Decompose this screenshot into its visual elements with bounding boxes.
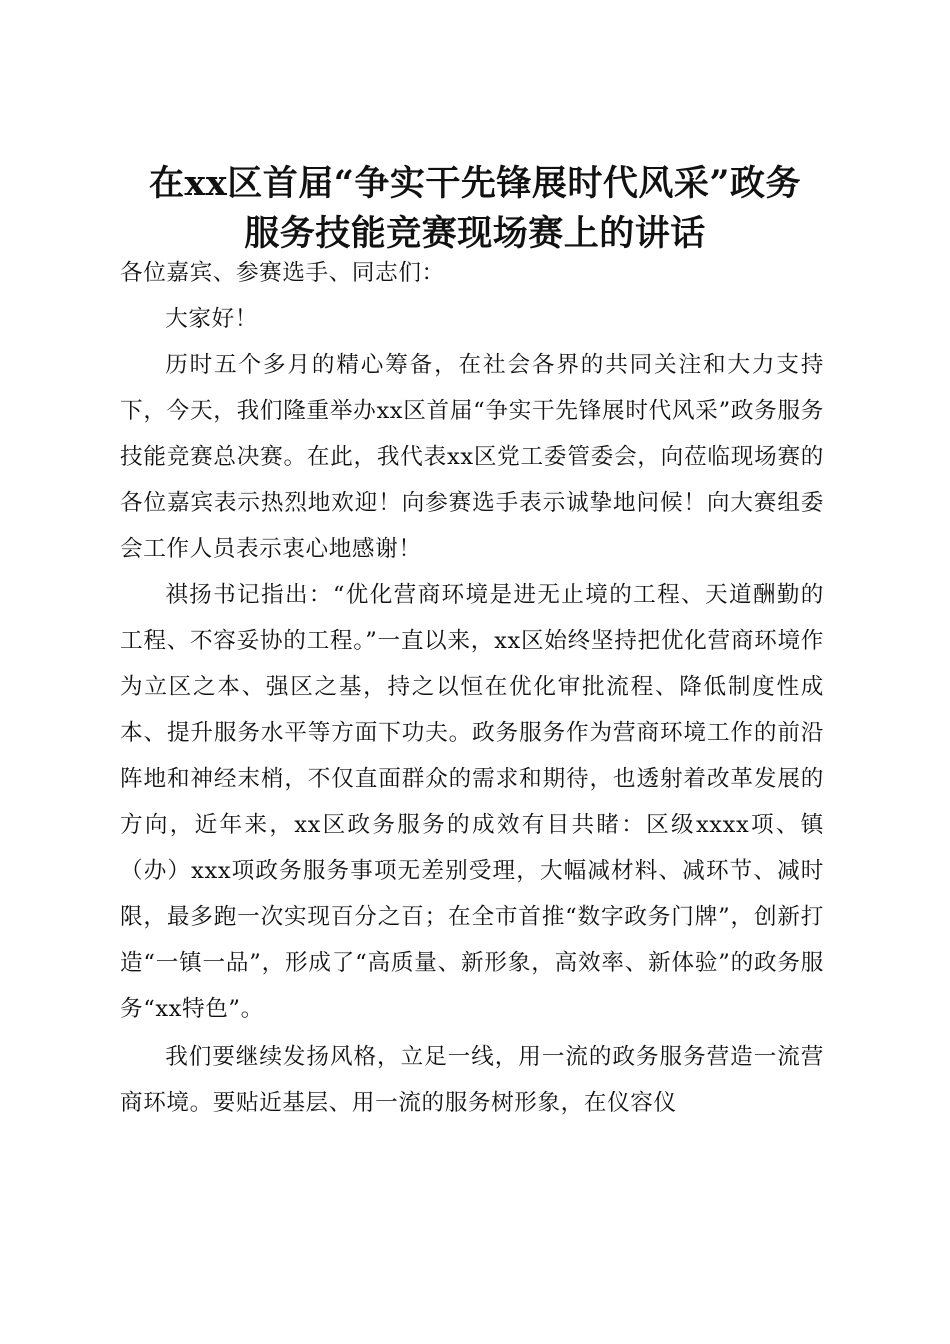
salutation: 各位嘉宾、参赛选手、同志们： xyxy=(120,260,445,286)
title-line-1: 在xx区首届“争实干先锋展时代风采”政务 xyxy=(149,163,801,205)
paragraph-2: 祺扬书记指出：“优化营商环境是进无止境的工程、天道酬勤的工程、不容妥协的工程。”一直以来，xx区始终坚持把优化营商环境作为立区之本、强区之基，持之以恒在优化审批流程、降低制度性成本、提升服务水平等方面下功夫。政务服务作为营商环境工作的前沿阵地和神经末梢，不仅直面群众的需求和期待，也透射着改革发展的方向，近年来，xx区政务服务的成效有目共睹：区级xxxx项、镇（办）xxx项政务服务事项无差别受理，大幅减材料、减环节、减时限，最多跑一次实现百分之百；在全市首推“数字政务门牌”，创新打造“一镇一品”，形成了“高质量、新形象，高效率、新体验”的政务服务“xx特色”。 xyxy=(120,582,824,1022)
paragraph-3: 我们要继续发扬风格，立足一线，用一流的政务服务营造一流营商环境。要贴近基层、用一流的服务树形象，在仪容仪 xyxy=(120,1044,824,1116)
greeting: 大家好！ xyxy=(165,306,258,332)
paragraph-1: 历时五个多月的精心筹备，在社会各界的共同关注和大力支持下，今天，我们隆重举办xx区首届“争实干先锋展时代风采”政务服务技能竞赛总决赛。在此，我代表xx区党工委管委会，向莅临现场赛的各位嘉宾表示热烈地欢迎！向参赛选手表示诚挚地问候！向大赛组委会工作人员表示衷心地感谢！ xyxy=(120,352,824,562)
title-line-2: 服务技能竞赛现场赛上的讲话 xyxy=(244,213,706,255)
document-title xyxy=(100,159,850,259)
document-body xyxy=(120,250,824,1126)
